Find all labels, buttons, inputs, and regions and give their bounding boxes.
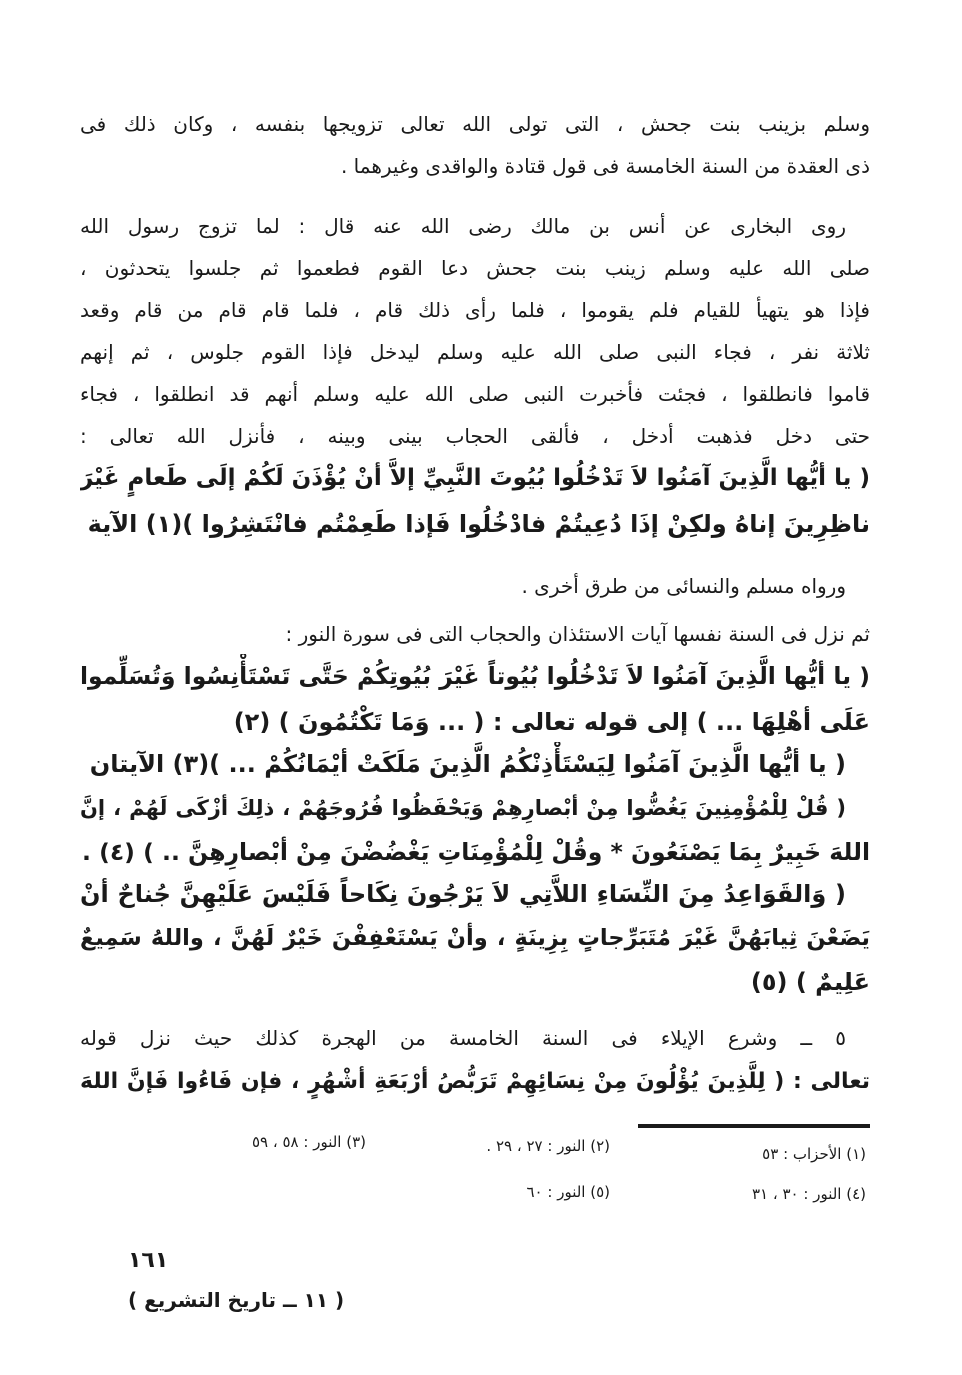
quran-verse-line: تعالى : ( لِلَّذِينَ يُؤْلُونَ مِنْ نِسَائِهِمْ تَرَبُّصُ أرْبَعَةِ أشْهُرٍ ، فإن فَاءُوا فَإنَّ اللهَ [80,1069,870,1094]
body-line: ٥ ــ وشرع الإيلاء فى السنة الخامسة من الهجرة كذلك حيث نزل قوله [80,1026,846,1050]
body-line: قاموا فانطلقوا ، فجئت فأخبرت النبى صلى الله عليه وسلم أنهم قد انطلقوا ، فجاء [80,382,870,406]
footnote-separator [638,1124,870,1128]
footnote: (٢) النور : ٢٧ ، ٢٩ . [486,1137,610,1155]
body-line: ورواه مسلم والنسائى من طرق أخرى . [521,574,846,598]
quran-verse-line: عَلِيمٌ ) (٥) [750,968,870,996]
quran-verse-line: عَلَى أهْلِهَا ... ) إلى قوله تعالى : ( ... وَمَا تَكْتُمُونَ ) (٢) [233,708,870,736]
body-line: ثم نزل فى السنة نفسها آيات الاستئذان والحجاب التى فى سورة النور : [285,622,870,646]
body-line: فإذا هو يتهيأ للقيام فلم يقوموا ، فلما رأى ذلك قام ، فلما قام قام من قام وقعد [80,298,870,322]
page-number: ١٦١ [128,1248,169,1273]
body-line: وسلم بزينب بنت جحش ، التى تولى الله تعالى تزويجها بنفسه ، وكان ذلك فى [80,112,870,136]
body-line: ثلاثة نفر ، فجاء النبى صلى الله عليه وسلم ليدخل فإذا القوم جلوس ، ثم إنهم [80,340,870,364]
quran-verse-line: ( يا أيُّها الَّذِينَ آمَنُوا لِيَسْتَأْذِنْكُمُ الَّذِينَ مَلَكَتْ أيْمَانُكُمْ ... )(٣) الآيتان [89,750,846,778]
quran-verse-line: ( يا أيُّها الَّذِينَ آمَنُوا لاَ تَدْخُلُوا بُيُوتاً غَيْرَ بُيُوتِكُمْ حَتَّى تَسْتَأْنِسُوا وَتُسَلِّموا [80,662,870,690]
body-line: ذى العقدة من السنة الخامسة فى قول قتادة والواقدى وغيرهما . [340,154,870,178]
printer-signature: ( ١١ ــ تاريخ التشريع ) [128,1288,345,1312]
quran-verse-line: يَضَعْنَ ثِيابَهُنَّ غَيْرَ مُتَبَرِّجاتٍ بِزِينَةٍ ، وأنْ يَسْتَعْفِفْنَ خَيْرٌ لَهُنَّ ، واللهُ سَمِيعٌ [80,925,870,951]
footnote: (٤) النور : ٣٠ ، ٣١ [751,1185,866,1203]
footnote: (٣) النور : ٥٨ ، ٥٩ [251,1133,366,1151]
quran-verse-line: ( وَالقَوَاعِدُ مِنَ النِّسَاءِ اللاَّتِي لاَ يَرْجُونَ نِكَاحاً فَلَيْسَ عَلَيْهِنَّ جُناحٌ أنْ [80,880,846,908]
quran-verse-line: ( يا أيُّها الَّذِينَ آمَنُوا لاَ تَدْخُلُوا بُيُوتَ النَّبِيِّ إلاَّ أنْ يُؤْذَنَ لَكُمْ إلَى طَعامٍ غَيْرَ [80,465,870,491]
quran-verse-line: اللهَ خَبِيرٌ بِمَا يَصْنَعُونَ * وقُلْ لِلْمُؤْمِنَاتِ يَغْضُضْنَ مِنْ أبْصارِهِنَّ .. ) (٤) . [81,838,870,866]
quran-verse-line: ناظِرِينَ إناهُ ولكِنْ إذَا دُعِيتُمْ فادْخُلُوا فَإذا طَعِمْتُم فانْتَشِرُوا )(١) الآية [87,510,870,538]
body-line: حتى دخل فذهبت أدخل ، فألقى الحجاب بينى وبينه ، فأنزل الله تعالى : [80,424,870,448]
body-line: صلى الله عليه وسلم زينب بنت جحش دعا القوم فطعموا ثم جلسوا يتحدثون ، [80,256,870,280]
footnote: (٥) النور : ٦٠ [526,1183,610,1201]
body-line: روى البخارى عن أنس بن مالك رضى الله عنه قال : لما تزوج رسول الله [80,214,846,238]
footnote: (١) الأحزاب : ٥٣ [762,1145,866,1163]
quran-verse-line: ( قُلْ لِلْمُؤْمِنِينَ يَغُضُّوا مِنْ أبْصارِهِمْ وَيَحْفَظُوا فُرُوجَهُمْ ، ذلِكَ أزْكَى لَهُمْ ، إنَّ [80,796,846,820]
